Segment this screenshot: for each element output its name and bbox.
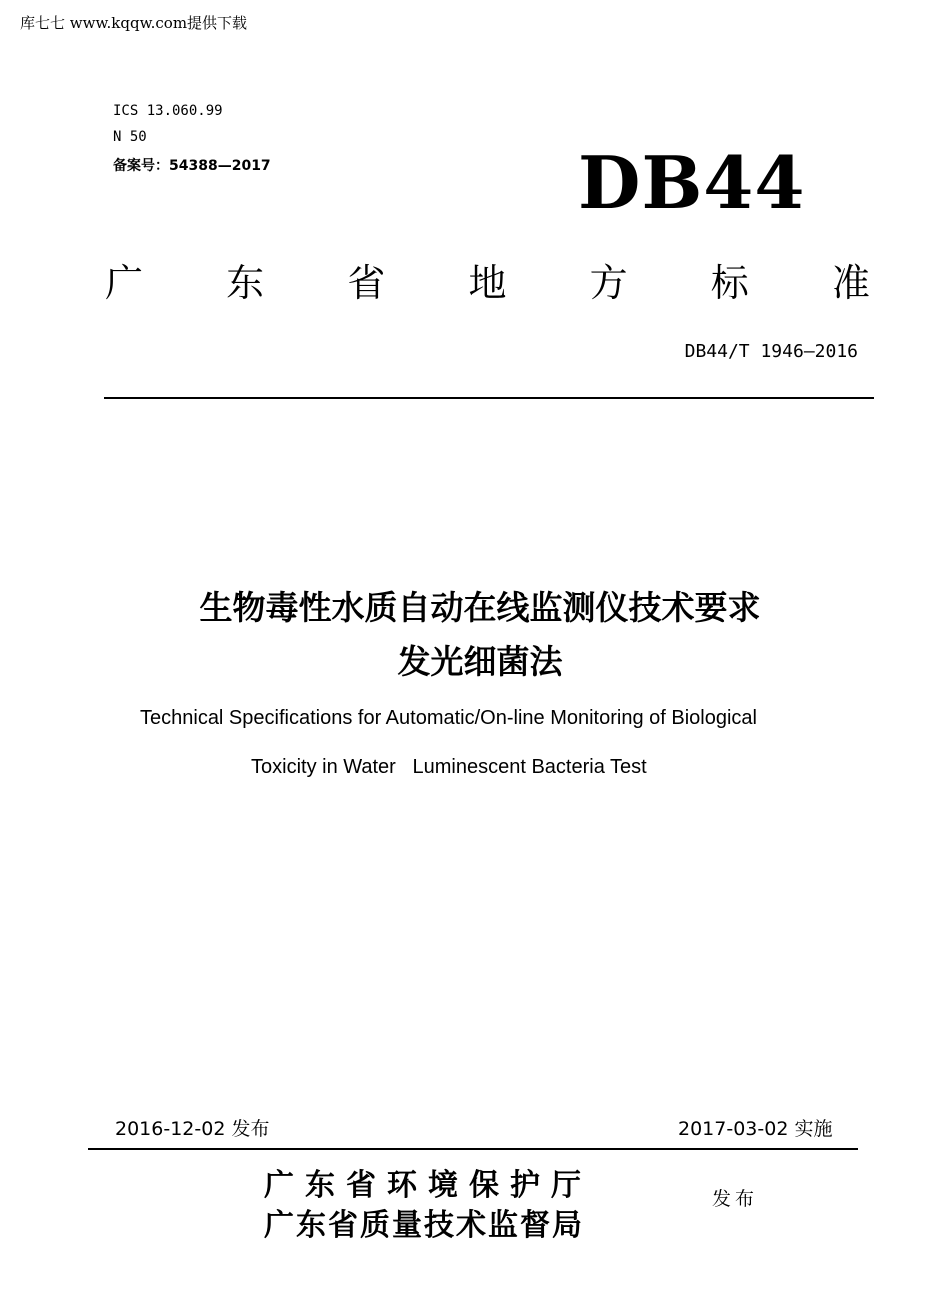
watermark-text: 库七七 www.kqqw.com提供下载: [20, 14, 248, 32]
standard-type-char: 广: [105, 261, 144, 305]
title-english-line2: Toxicity in Water Luminescent Bacteria Test: [251, 756, 647, 778]
standard-type-char: 方: [589, 261, 628, 305]
ccs-code: N 50: [113, 129, 147, 145]
standard-type-char: 标: [710, 261, 749, 305]
standard-type-heading: [105, 252, 870, 307]
publish-date: 2016-12-02 发布: [115, 1118, 270, 1140]
standard-number: DB44/T 1946—2016: [684, 341, 858, 362]
standard-type-char: 省: [347, 261, 386, 305]
footer-divider: [88, 1148, 858, 1150]
title-english-line1: Technical Specifications for Automatic/On-line Monitoring of Biological: [140, 707, 757, 729]
standard-code-logo: DB44: [578, 140, 806, 225]
standard-type-char: 准: [831, 261, 870, 305]
title-chinese-line1: 生物毒性水质自动在线监测仪技术要求: [199, 588, 761, 627]
issuer-environment-department: 广东省环境保护厅: [264, 1168, 592, 1203]
implement-date: 2017-03-02 实施: [678, 1118, 833, 1140]
title-chinese-line2: 发光细菌法: [397, 642, 563, 681]
issuer-quality-bureau: 广东省质量技术监督局: [264, 1208, 584, 1243]
issue-verb: 发布: [712, 1188, 759, 1210]
standard-type-char: 地: [468, 261, 507, 305]
ics-code: ICS 13.060.99: [113, 103, 223, 119]
standard-type-char: 东: [226, 261, 265, 305]
filing-number: 备案号：54388—2017: [113, 158, 271, 174]
header-divider: [104, 397, 874, 399]
